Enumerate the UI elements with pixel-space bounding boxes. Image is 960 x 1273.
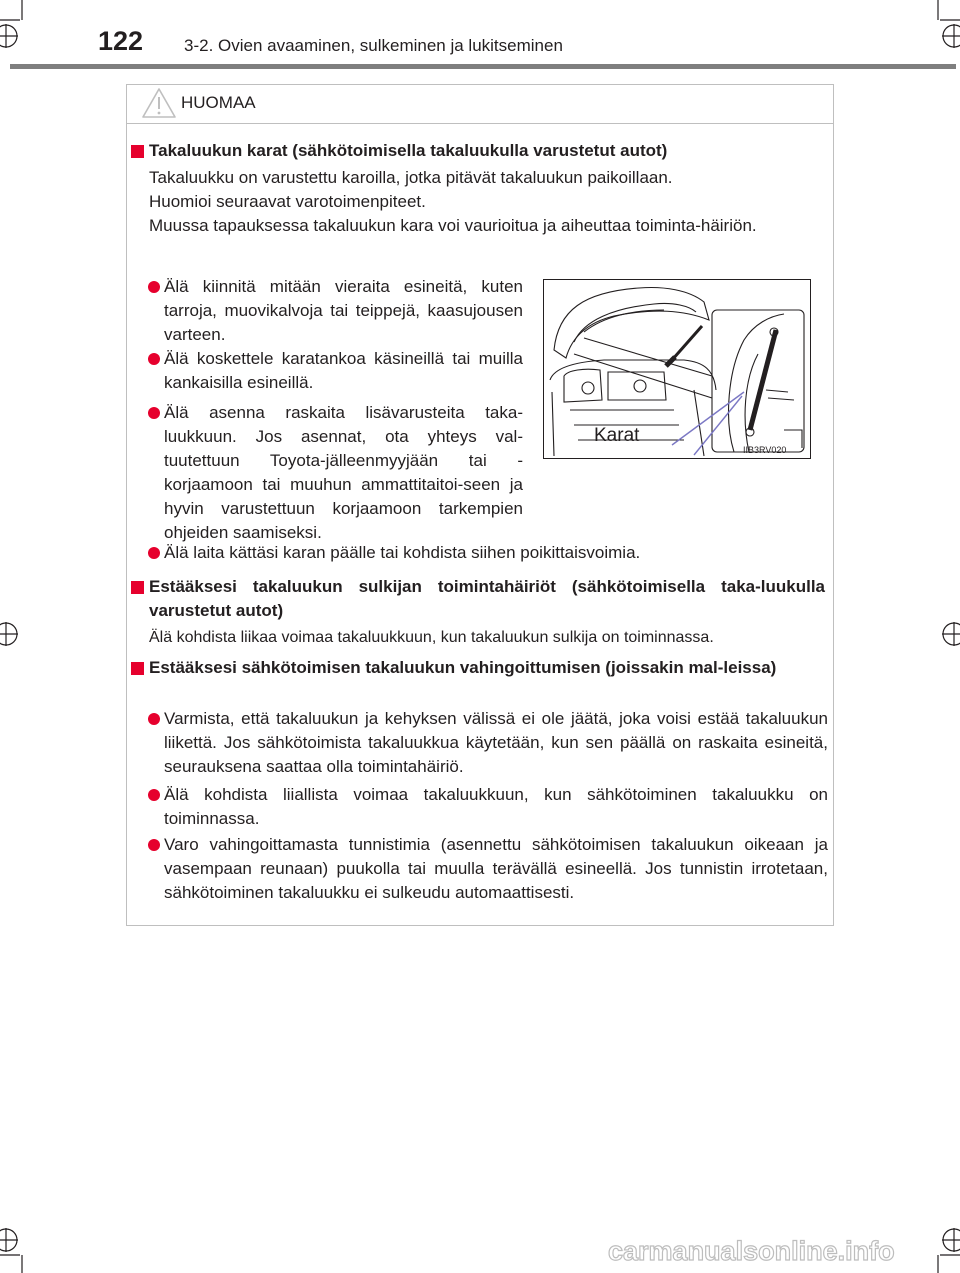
round-bullet-icon [148,407,160,419]
gas-strut-illustration [543,279,811,459]
section-heading-power-tailgate: Estääksesi sähkötoimisen takaluukun vahingoittumisen (joissakin mal-leissa) [131,656,825,680]
figure-code: IIB3RV020 [743,445,787,455]
notice-header [127,85,833,124]
list-item: Älä kohdista liiallista voimaa takaluukkuun, kun sähkötoiminen takaluukku on toiminnassa. [148,783,828,831]
page-number: 122 [98,26,144,56]
running-head: 3-2. Ovien avaaminen, sulkeminen ja lukitseminen [184,36,563,55]
notice-box [126,84,834,926]
crop-mark-mid-right [942,622,960,646]
round-bullet-icon [148,713,160,725]
section-heading-gas-struts: Takaluukun karat (sähkötoimisella takaluukulla varustetut autot) [131,139,825,163]
square-bullet-icon [131,662,144,675]
list-item: Älä koskettele karatankoa käsineillä tai muilla kankaisilla esineillä. [148,347,523,395]
round-bullet-icon [148,353,160,365]
round-bullet-icon [148,839,160,851]
crop-mark-mid-left [0,622,18,646]
section-intro-line-2: Huomioi seuraavat varotoimenpiteet. [149,192,426,211]
round-bullet-icon [148,547,160,559]
round-bullet-icon [148,789,160,801]
header-rule [10,64,956,69]
list-item: Älä asenna raskaita lisävarusteita taka-luukkuun. Jos asennat, ota yhteys val-tuutettuun Toyota-jälleenmyyjään tai -korjaamoon tai muuhun ammattitaitoi-seen ja hyvin varustettuun korjaamoon tarkempien ohjeiden saamiseksi. [148,401,523,545]
crop-mark-bottom-left [0,1228,22,1273]
section-intro-line-1: Takaluukku on varustettu karoilla, jotka pitävät takaluukun paikoillaan. [149,168,673,187]
round-bullet-icon [148,281,160,293]
list-item: Varo vahingoittamasta tunnistimia (asennettu sähkötoimisen takaluukun oikeaan ja vasempaan reunaan) puukolla tai muulla terävällä esineellä. Jos tunnistin irrotetaan, sähkötoiminen takaluukku ei sulkeudu automaattisesti. [148,833,828,905]
list-item: Varmista, että takaluukun ja kehyksen välissä ei ole jäätä, joka voisi estää takaluukun liikettä. Jos sähkötoimista takaluukkua käytetään, kun sen päällä on raskaita esineitä, seurauksena saattaa olla toimintahäiriö. [148,707,828,779]
page-header [0,0,960,70]
notice-title: HUOMAA [181,93,256,112]
square-bullet-icon [131,581,144,594]
section-intro-line-3: Muussa tapauksessa takaluukun kara voi vaurioitua ja aiheuttaa toiminta-häiriön. [149,216,757,235]
figure-label-karat: Karat [594,425,640,446]
warning-triangle-icon [141,86,177,120]
section-heading-closer: Estääksesi takaluukun sulkijan toimintahäiriöt (sähkötoimisella taka-luukulla varustetut autot) [131,575,825,623]
square-bullet-icon [131,145,144,158]
list-item: Älä laita kättäsi karan päälle tai kohdista siihen poikittaisvoimia. [148,541,828,565]
list-item: Älä kiinnitä mitään vieraita esineitä, kuten tarroja, muovikalvoja tai teippejä, kaasujousen varteen. [148,275,523,347]
tailgate-drawing [544,280,811,459]
watermark-text: carmanualsonline.info [608,1236,895,1266]
watermark [608,1234,954,1268]
section-text: Älä kohdista liikaa voimaa takaluukkuun, kun takaluukun sulkija on toiminnassa. [149,629,714,646]
